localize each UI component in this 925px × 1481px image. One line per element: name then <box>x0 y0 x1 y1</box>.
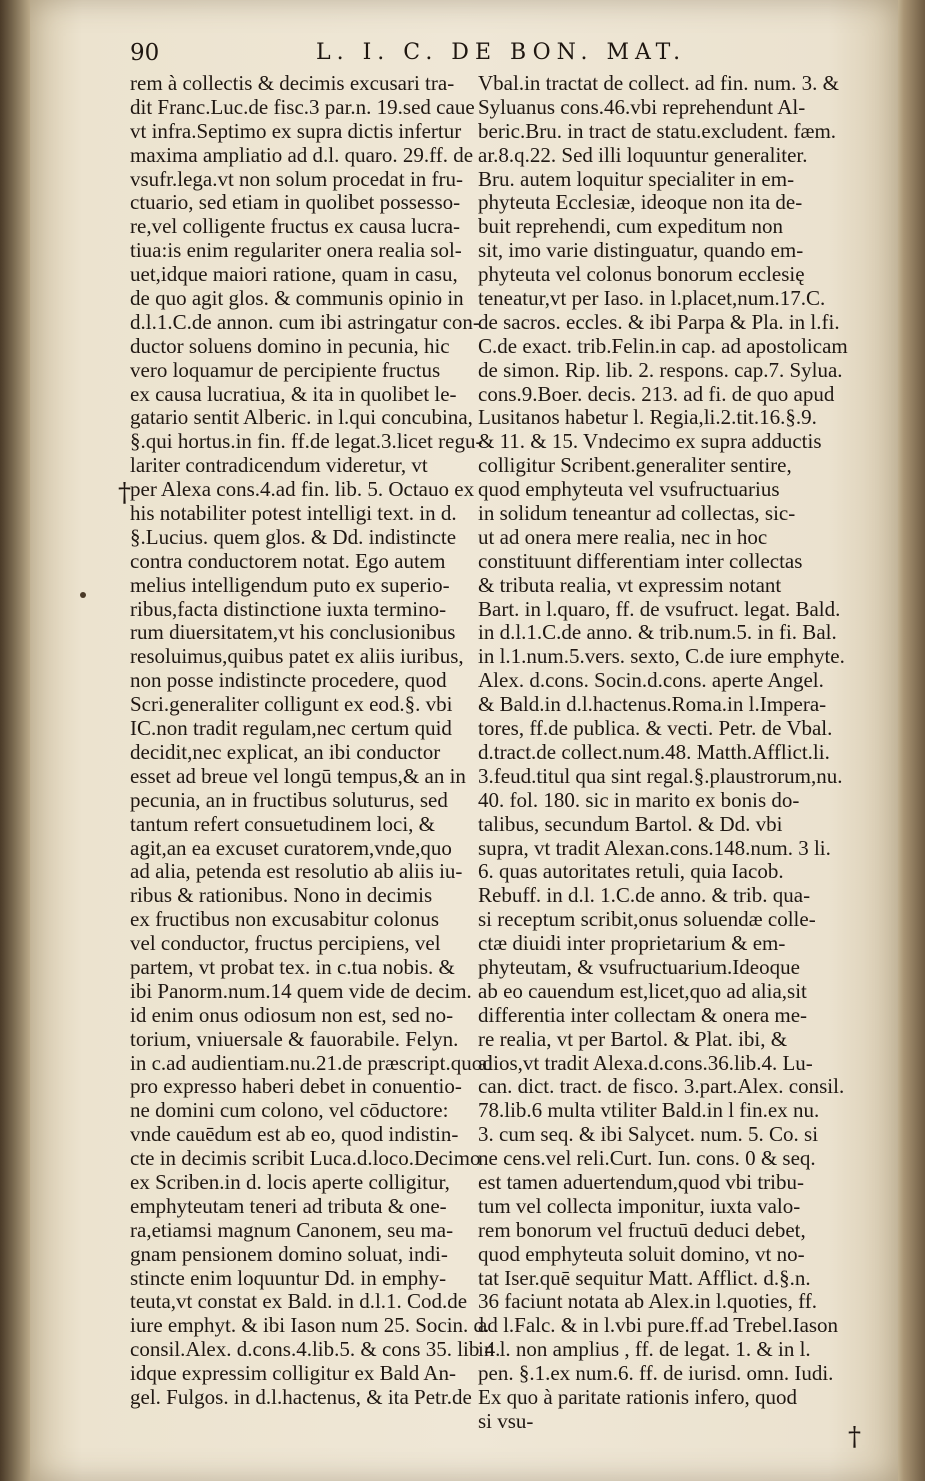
text-line: quod emphyteuta vel vsufructuarius <box>478 477 780 502</box>
text-line: ex fructibus non excusabitur colonus <box>130 907 440 932</box>
text-line: de sacros. eccles. & ibi Parpa & Pla. in l.fi. <box>478 309 840 334</box>
text-line: esset ad breue vel longū tempus,& an in <box>130 763 466 788</box>
text-line: Lusitanos habetur l. Regia,li.2.tit.16.§.9. <box>478 405 817 430</box>
text-line: 6. quas autoritates retuli, quia Iacob. <box>478 859 784 884</box>
text-line: re,vel colligente fructus ex causa lucra- <box>130 214 461 239</box>
text-line: sit, imo varie distinguatur, quando em- <box>478 238 804 263</box>
text-line: vt infra.Septimo ex supra dictis infertur <box>130 118 462 143</box>
text-line: gel. Fulgos. in d.l.hactenus, & ita Petr.de <box>130 1384 472 1409</box>
text-line: dit Franc.Luc.de fisc.3 par.n. 19.sed caue <box>130 94 475 119</box>
text-line: vero loquamur de percipiente fructus <box>130 357 441 382</box>
text-line: emphyteutam teneri ad tributa & one- <box>130 1193 447 1218</box>
text-line: pro expresso haberi debet in conuentio- <box>130 1074 462 1099</box>
text-line: consil.Alex. d.cons.4.lib.5. & cons 35. lib 4. <box>130 1337 501 1362</box>
book-edge-right <box>895 0 925 1481</box>
text-line: ra,etiamsi magnum Canonem, seu ma- <box>130 1217 454 1242</box>
text-line: 3. cum seq. & ibi Salycet. num. 5. Co. si <box>478 1122 819 1147</box>
text-line: ex causa lucratiua, & ita in quolibet le- <box>130 381 457 406</box>
text-line: & tributa realia, vt expressim notant <box>478 572 782 597</box>
text-line: non posse indistincte procedere, quod <box>130 668 447 693</box>
text-line: pen. §.1.ex num.6. ff. de iurisd. omn. Iudi. <box>478 1361 834 1386</box>
text-line: de quo agit glos. & communis opinio in <box>130 286 464 311</box>
text-line: decidit,nec explicat, an ibi conductor <box>130 739 441 764</box>
text-line: Ex quo à paritate rationis infero, quod <box>478 1384 797 1409</box>
text-line: phyteuta vel colonus bonorum ecclesię <box>478 262 805 287</box>
text-line: talibus, secundum Bartol. & Dd. vbi <box>478 811 783 836</box>
text-line: IC.non tradit regulam,nec certum quid <box>130 716 452 741</box>
text-line: 3.feud.titul qua sint regal.§.plaustrorum,nu. <box>478 763 843 788</box>
text-line: Alex. d.cons. Socin.d.cons. aperte Angel. <box>478 668 824 693</box>
text-line: si vsu- <box>478 1408 534 1433</box>
text-line: beric.Bru. in tract de statu.excludent. fæm. <box>478 118 837 143</box>
text-line: colligitur Scribent.generaliter sentire, <box>478 453 792 478</box>
text-line: ad l.Falc. & in l.vbi pure.ff.ad Trebel.Iason <box>478 1313 839 1338</box>
text-line: ne domini cum colono, vel cōductore: <box>130 1098 449 1123</box>
text-line: ctæ diuidi inter proprietarium & em- <box>478 931 786 956</box>
text-line: differentia inter collectam & onera me- <box>478 1002 808 1027</box>
text-line: in solidum teneantur ad collectas, sic- <box>478 501 796 526</box>
text-line: contra conductorem notat. Ego autem <box>130 548 446 573</box>
text-line: rem bonorum vel fructuū deduci debet, <box>478 1217 806 1242</box>
text-line: maxima ampliatio ad d.l. quaro. 29.ff. de <box>130 142 474 167</box>
text-line: de simon. Rip. lib. 2. respons. cap.7. Sylua. <box>478 357 843 382</box>
text-line: cte in decimis scribit Luca.d.loco.Decimo <box>130 1146 481 1171</box>
left-text-column <box>130 72 500 1410</box>
text-line: ibi Panorm.num.14 quem vide de decim. <box>130 978 472 1003</box>
text-line: ductor soluens domino in pecunia, hic <box>130 333 450 358</box>
text-line: Bru. autem loquitur specialiter in em- <box>478 166 795 191</box>
text-line: torium, vniuersale & fauorabile. Felyn. <box>130 1026 459 1051</box>
text-line: pecunia, an in fructibus soluturus, sed <box>130 787 448 812</box>
text-line: id enim onus odiosum non est, sed no- <box>130 1002 454 1027</box>
page-number: 90 <box>130 40 160 66</box>
running-title: L. I. C. DE BON. MAT. <box>316 40 687 65</box>
text-line: tum vel collecta imponitur, iuxta valo- <box>478 1193 801 1218</box>
text-line: supra, vt tradit Alexan.cons.148.num. 3 li. <box>478 835 831 860</box>
text-line: in c.ad audientiam.nu.21.de præscript.quod <box>130 1050 493 1075</box>
text-line: & Bald.in d.l.hactenus.Roma.in l.Impera- <box>478 692 827 717</box>
text-line: gnam pensionem domino soluat, indi- <box>130 1241 448 1266</box>
text-line: ex Scriben.in d. locis aperte colligitur, <box>130 1169 450 1194</box>
text-line: stincte enim loquuntur Dd. in emphy- <box>130 1265 447 1290</box>
text-line: tat Iser.quē sequitur Matt. Afflict. d.§.n. <box>478 1265 811 1290</box>
book-edge-left <box>0 0 34 1481</box>
text-line: constituunt differentiam inter collectas <box>478 548 803 573</box>
text-line: quod emphyteuta soluit domino, vt no- <box>478 1241 805 1266</box>
text-line: ribus & rationibus. Nono in decimis <box>130 883 433 908</box>
text-line: in d.l.1.C.de anno. & trib.num.5. in fi. Bal. <box>478 620 837 645</box>
text-line: ribus,facta distinctione iuxta termino- <box>130 596 447 621</box>
text-line: in l. non amplius , ff. de legat. 1. & in l. <box>478 1337 811 1362</box>
text-line: 40. fol. 180. sic in marito ex bonis do- <box>478 787 800 812</box>
text-line: alios,vt tradit Alexa.d.cons.36.lib.4. Lu- <box>478 1050 813 1075</box>
text-line: teuta,vt constat ex Bald. in d.l.1. Cod.de <box>130 1289 468 1314</box>
text-line: rum diuersitatem,vt his conclusionibus <box>130 620 456 645</box>
text-line: melius intelligendum puto ex superio- <box>130 572 450 597</box>
text-line: 36 faciunt notata ab Alex.in l.quoties, ff. <box>478 1289 818 1314</box>
text-line: Vbal.in tractat de collect. ad fin. num. 3. & <box>478 71 839 95</box>
text-line: his notabiliter potest intelligi text. in d. <box>130 501 457 526</box>
right-text-column <box>478 72 856 1434</box>
text-line: vsufr.lega.vt non solum procedat in fru- <box>130 166 464 191</box>
text-line: uet,idque maiori ratione, quam in casu, <box>130 262 458 287</box>
text-line: ar.8.q.22. Sed illi loquuntur generaliter. <box>478 142 808 167</box>
text-line: Scri.generaliter colligunt ex eod.§. vbi <box>130 692 453 717</box>
text-line: 78.lib.6 multa vtiliter Bald.in l fin.ex nu. <box>478 1098 820 1123</box>
text-line: Syluanus cons.46.vbi reprehendunt Al- <box>478 94 806 119</box>
text-line: re realia, vt per Bartol. & Plat. ibi, & <box>478 1026 788 1051</box>
text-line: §.qui hortus.in fin. ff.de legat.3.licet regu- <box>130 429 483 454</box>
text-line: per Alexa cons.4.ad fin. lib. 5. Octauo ex <box>130 477 475 502</box>
text-line: Rebuff. in d.l. 1.C.de anno. & trib. qua- <box>478 883 811 908</box>
text-line: d.l.1.C.de annon. cum ibi astringatur con- <box>130 309 480 334</box>
text-line: gatario sentit Alberic. in l.qui concubina, <box>130 405 473 430</box>
text-line: tiua:is enim regulariter onera realia sol- <box>130 238 462 263</box>
text-line: ctuario, sed etiam in quolibet possesso- <box>130 190 461 215</box>
text-line: Bart. in l.quaro, ff. de vsufruct. legat. Bald. <box>478 596 841 621</box>
text-line: rem à collectis & decimis excusari tra- <box>130 71 455 95</box>
text-line: agit,an ea excuset curatorem,vnde,quo <box>130 835 452 860</box>
text-line: vel conductor, fructus percipiens, vel <box>130 931 441 956</box>
text-line: & 11. & 15. Vndecimo ex supra adductis <box>478 429 822 454</box>
text-line: ne cens.vel reli.Curt. Iun. cons. 0 & seq. <box>478 1146 816 1171</box>
text-line: d.tract.de collect.num.48. Matth.Afflict.li. <box>478 739 830 764</box>
text-line: phyteuta Ecclesiæ, ideoque non ita de- <box>478 190 803 215</box>
text-line: teneatur,vt per Iaso. in l.placet,num.17.C. <box>478 286 826 311</box>
text-line: si receptum scribit,onus soluendæ colle- <box>478 907 816 932</box>
text-line: idque expressim colligitur ex Bald An- <box>130 1361 457 1386</box>
text-line: phyteutam, & vsufructuarium.Ideoque <box>478 954 800 979</box>
text-line: in l.1.num.5.vers. sexto, C.de iure emphyte. <box>478 644 845 669</box>
marginal-dagger-right: † <box>848 1422 861 1452</box>
text-line: §.Lucius. quem glos. & Dd. indistincte <box>130 524 457 549</box>
text-line: C.de exact. trib.Felin.in cap. ad apostolicam <box>478 333 848 358</box>
text-line: est tamen aduertendum,quod vbi tribu- <box>478 1169 805 1194</box>
text-line: cons.9.Boer. decis. 213. ad fi. de quo apud <box>478 381 835 406</box>
text-line: partem, vt probat tex. in c.tua nobis. & <box>130 954 455 979</box>
text-line: can. dict. tract. de fisco. 3.part.Alex. consil. <box>478 1074 845 1099</box>
text-line: resoluimus,quibus patet ex aliis iuribus, <box>130 644 464 669</box>
text-line: vnde cauēdum est ab eo, quod indistin- <box>130 1122 459 1147</box>
text-line: ad alia, petenda est resolutio ab aliis iu- <box>130 859 463 884</box>
text-line: tores, ff.de publica. & vecti. Petr. de Vbal. <box>478 716 833 741</box>
text-line: tantum refert consuetudinem loci, & <box>130 811 435 836</box>
page-header <box>130 40 850 74</box>
text-line: ut ad onera mere realia, nec in hoc <box>478 524 768 549</box>
marginal-dagger-left: † <box>118 478 131 508</box>
ink-spot <box>80 592 86 598</box>
text-line: buit reprehendi, cum expeditum non <box>478 214 784 239</box>
text-line: ab eo cauendum est,licet,quo ad alia,sit <box>478 978 807 1003</box>
text-line: lariter contradicendum videretur, vt <box>130 453 428 478</box>
text-line: iure emphyt. & ibi Iason num 25. Socin. d. <box>130 1313 490 1338</box>
